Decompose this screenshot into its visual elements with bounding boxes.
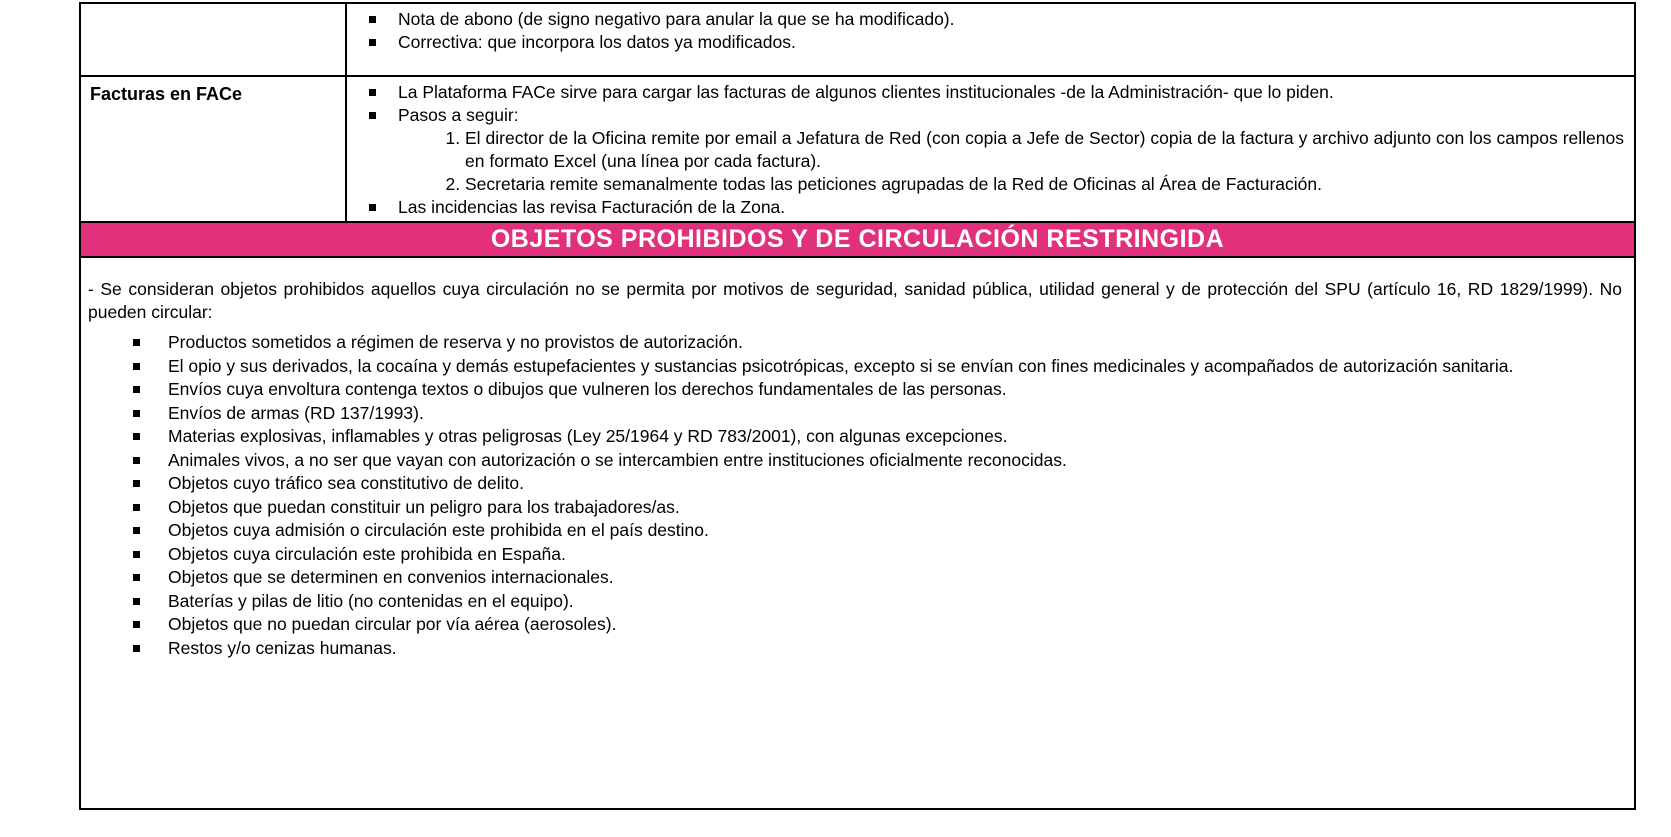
document-table xyxy=(79,2,1636,810)
bullet-text: La Plataforma FACe sirve para cargar las facturas de algunos clientes institucionales -de la Administración- que lo piden. xyxy=(398,82,1334,102)
bullet-text: Objetos que puedan constituir un peligro para los trabajadores/as. xyxy=(168,496,680,517)
list-item xyxy=(88,613,1622,637)
square-bullet-icon xyxy=(133,457,140,464)
list-item xyxy=(88,402,1622,426)
bullet-text: Nota de abono (de signo negativo para anular la que se ha modificado). xyxy=(398,9,955,29)
square-bullet-icon xyxy=(133,551,140,558)
prohibited-objects-section xyxy=(81,258,1634,808)
section-header-banner xyxy=(81,223,1634,258)
bullet-text: Correctiva: que incorpora los datos ya modificados. xyxy=(398,32,796,52)
bullet-text: Animales vivos, a no ser que vayan con autorización o se intercambien entre instituciones oficialmente reconocidas. xyxy=(168,449,1067,470)
bullet-text: Envíos cuya envoltura contenga textos o dibujos que vulneren los derechos fundamentales de las personas. xyxy=(168,379,1007,399)
bullet-text: Objetos cuya admisión o circulación este prohibida en el país destino. xyxy=(168,520,709,540)
list-item xyxy=(88,355,1622,379)
list-item xyxy=(347,31,1634,54)
list-item xyxy=(347,81,1634,104)
square-bullet-icon xyxy=(133,645,140,652)
square-bullet-icon xyxy=(133,621,140,628)
square-bullet-icon xyxy=(369,112,376,119)
step-item: 2. Secretaria remite semanalmente todas las peticiones agrupadas de la Red de Oficinas al Área de Facturación. xyxy=(465,173,1634,196)
bullet-text: Baterías y pilas de litio (no contenidas en el equipo). xyxy=(168,590,574,611)
section-title: OBJETOS PROHIBIDOS Y DE CIRCULACIÓN RESTRINGIDA xyxy=(490,225,1225,253)
row-label: Facturas en FACe xyxy=(90,84,243,104)
square-bullet-icon xyxy=(133,504,140,511)
square-bullet-icon xyxy=(133,574,140,581)
square-bullet-icon xyxy=(133,386,140,393)
bullet-text: Pasos a seguir: xyxy=(398,105,519,125)
square-bullet-icon xyxy=(133,527,140,534)
square-bullet-icon xyxy=(133,339,140,346)
list-item xyxy=(88,331,1622,355)
list-item xyxy=(88,543,1622,567)
list-item xyxy=(88,425,1622,449)
bullet-text: Restos y/o cenizas humanas. xyxy=(168,637,397,658)
section-intro: - Se consideran objetos prohibidos aquellos cuya circulación no se permita por motivos de seguridad, sanidad pública, utilidad general y de protección del SPU (artículo 16, RD 1829/1999). No pueden circular: xyxy=(88,279,1622,322)
list-item xyxy=(88,590,1622,614)
bullet-text: El opio y sus derivados, la cocaína y demás estupefacientes y sustancias psicotrópicas, excepto si se envían con fines medicinales y acompañados de autorización sanitaria. xyxy=(168,355,1514,376)
square-bullet-icon xyxy=(369,89,376,96)
step-item: 1. El director de la Oficina remite por email a Jefatura de Red (con copia a Jefe de Sector) copia de la factura y archivo adjunto con los campos rellenos en formato Excel (una línea por cada factura). xyxy=(465,127,1634,173)
square-bullet-icon xyxy=(133,433,140,440)
list-item xyxy=(88,472,1622,496)
row-content-cell xyxy=(347,77,1634,221)
bullet-text: Objetos cuyo tráfico sea constitutivo de delito. xyxy=(168,473,525,493)
square-bullet-icon xyxy=(133,363,140,370)
list-item xyxy=(88,519,1622,543)
square-bullet-icon xyxy=(369,39,376,46)
square-bullet-icon xyxy=(133,480,140,487)
prohibited-items-list xyxy=(88,331,1622,660)
bullet-text: Materias explosivas, inflamables y otras peligrosas (Ley 25/1964 y RD 783/2001), con algunas excepciones. xyxy=(168,426,1008,446)
bullet-text: Envíos de armas (RD 137/1993). xyxy=(168,402,424,423)
bullet-text: Objetos que se determinen en convenios internacionales. xyxy=(168,567,614,587)
bullet-text: Las incidencias las revisa Facturación de la Zona. xyxy=(398,197,786,217)
bullet-text: Productos sometidos a régimen de reserva y no provistos de autorización. xyxy=(168,332,743,352)
bullet-text: Objetos que no puedan circular por vía aérea (aerosoles). xyxy=(168,614,617,634)
list-item xyxy=(88,378,1622,402)
list-item xyxy=(88,449,1622,473)
row-content-cell xyxy=(347,4,1634,75)
list-item xyxy=(88,496,1622,520)
list-item xyxy=(347,196,1634,219)
square-bullet-icon xyxy=(133,410,140,417)
square-bullet-icon xyxy=(133,598,140,605)
bullet-text: Objetos cuya circulación este prohibida en España. xyxy=(168,543,566,564)
list-item xyxy=(347,104,1634,127)
list-item xyxy=(88,566,1622,590)
table-row-facturas-face xyxy=(81,77,1634,223)
steps-list xyxy=(347,127,1634,196)
row-label-cell xyxy=(81,77,347,221)
list-item xyxy=(347,8,1634,31)
square-bullet-icon xyxy=(369,204,376,211)
row-label-cell-empty xyxy=(81,4,347,75)
list-item xyxy=(88,637,1622,661)
table-row-invoice-note-types xyxy=(81,4,1634,77)
square-bullet-icon xyxy=(369,16,376,23)
